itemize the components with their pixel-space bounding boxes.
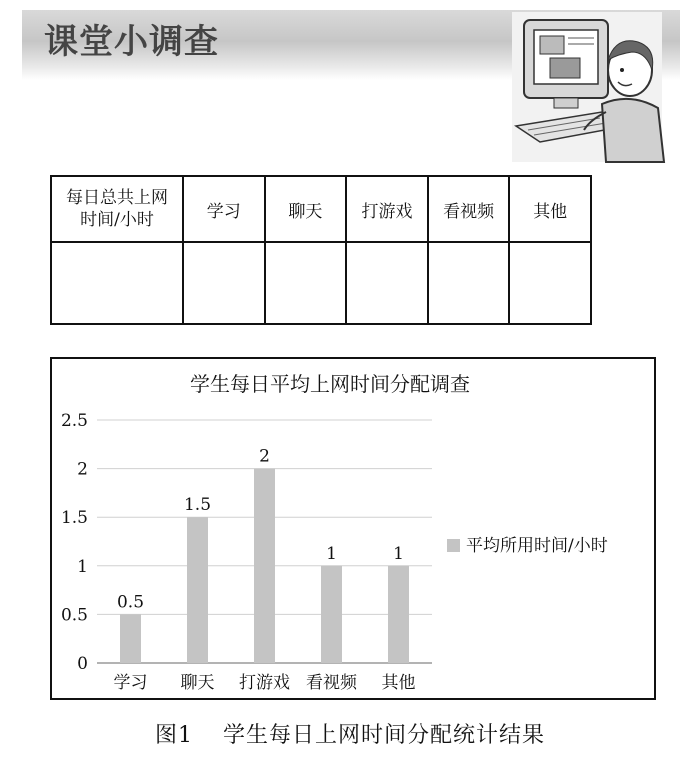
bar-0 xyxy=(120,614,141,663)
section-title: 课堂小调查 xyxy=(44,22,219,62)
bar-4 xyxy=(388,566,409,663)
survey-header-row xyxy=(51,176,591,242)
student-at-computer-illustration xyxy=(506,8,670,168)
figure-number: 图1 xyxy=(154,723,193,748)
header-total-time-line2: 时间/小时 xyxy=(80,210,154,230)
figure-caption xyxy=(0,718,700,749)
y-tick-label: 0.5 xyxy=(60,605,88,626)
chart-title: 学生每日平均上网时间分配调查 xyxy=(190,372,470,396)
data-label: 1 xyxy=(393,543,404,564)
x-tick-label: 学习 xyxy=(113,673,148,693)
legend-swatch xyxy=(447,539,460,552)
y-tick-label: 1 xyxy=(77,556,88,577)
y-tick-label: 2 xyxy=(77,459,88,480)
x-tick-label: 打游戏 xyxy=(239,673,290,693)
y-tick-label: 2.5 xyxy=(60,411,88,431)
data-label: 1.5 xyxy=(183,495,212,516)
survey-answer-row xyxy=(51,242,591,324)
data-label: 0.5 xyxy=(116,592,145,613)
answer-cell xyxy=(51,242,183,324)
data-label: 2 xyxy=(259,446,270,467)
answer-cell xyxy=(509,242,591,324)
header-games: 打游戏 xyxy=(346,176,428,242)
chart-frame xyxy=(50,357,656,700)
answer-cell xyxy=(265,242,347,324)
answer-cell xyxy=(346,242,428,324)
header-total-time xyxy=(51,176,183,242)
legend-label: 平均所用时间/小时 xyxy=(466,536,608,556)
x-tick-label: 其他 xyxy=(381,673,416,693)
bar-2 xyxy=(254,469,275,663)
header-other: 其他 xyxy=(509,176,591,242)
y-tick-label: 0 xyxy=(77,654,88,674)
bar-chart xyxy=(52,359,654,698)
y-tick-label: 1.5 xyxy=(60,508,88,529)
header-total-time-line1: 每日总共上网 xyxy=(66,188,168,208)
x-tick-label: 看视频 xyxy=(306,673,357,693)
bar-3 xyxy=(321,566,342,663)
figure-caption-text: 学生每日上网时间分配统计结果 xyxy=(222,723,545,748)
data-label: 1 xyxy=(326,543,337,564)
survey-table xyxy=(50,175,592,325)
header-video: 看视频 xyxy=(428,176,510,242)
header-study: 学习 xyxy=(183,176,265,242)
bar-1 xyxy=(187,517,208,663)
x-tick-label: 聊天 xyxy=(180,673,215,693)
answer-cell xyxy=(183,242,265,324)
header-chat: 聊天 xyxy=(265,176,347,242)
answer-cell xyxy=(428,242,510,324)
